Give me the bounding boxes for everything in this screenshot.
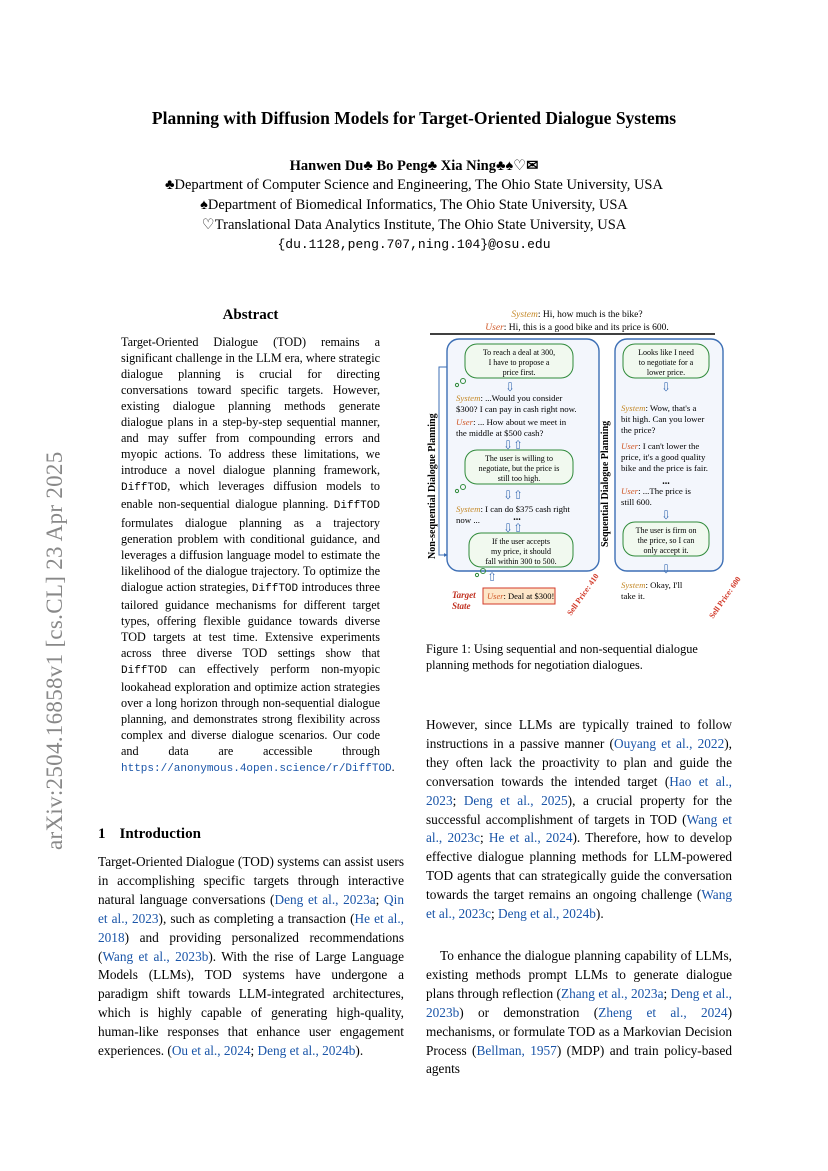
- method-name: DiffTOD: [251, 582, 299, 595]
- dialogue-user-turn: User: ...The price is still 600.: [621, 486, 691, 507]
- paper-title: Planning with Diffusion Models for Target-Oriented Dialogue Systems: [151, 108, 677, 128]
- abstract-heading: Abstract: [222, 307, 279, 323]
- citation-link[interactable]: Deng et al., 2023a: [274, 891, 376, 907]
- nonseq-axis-label: Non-sequential Dialogue Planning: [427, 413, 438, 559]
- citation-link[interactable]: He et al., 2024: [488, 830, 573, 846]
- down-arrow-icon: ⇩⇧: [502, 521, 524, 535]
- down-arrow-icon: ⇩⇧: [502, 488, 524, 502]
- down-arrow-icon: ⇩: [660, 380, 672, 394]
- dialogue-user-turn: User: ... How about we meet in the middle at $500 cash?: [456, 417, 567, 438]
- citation-link[interactable]: Ou et al., 2024: [171, 1043, 251, 1059]
- arxiv-sidebar: [22, 370, 67, 850]
- citation-link[interactable]: Bellman, 1957: [476, 1042, 557, 1058]
- figure-caption: Figure 1: Using sequential and non-sequential dialogue planning methods for negotiation dialogues.: [426, 642, 698, 672]
- figure-1: [425, 307, 743, 627]
- arxiv-id: arXiv:2504.16858v1 [cs.CL] 23 Apr 2025: [42, 451, 67, 850]
- thought-dot: [475, 573, 478, 576]
- header-user-line: User: Hi, this is a good bike and its price is 600.: [485, 323, 669, 333]
- intro-paragraph-1: Target-Oriented Dialogue (TOD) systems can assist users in accomplishing specific targets through interactive natural language conversations (Deng et al., 2023a; Qin et al., 2023), such as completing a transaction (He et al., 2018) and providing personalized recommendations (Wang et al., 2023b). With the rise of Large Language Models (LLMs), TOD systems have undergone a paradigm shift towards LLM-integrated architectures, which is highly capable of generating high-quality, human-like responses that enhance user engagement experiences. (Ou et al., 2024; Deng et al., 2024b).: [98, 854, 404, 1059]
- method-name: DiffTOD: [121, 482, 168, 495]
- sell-price-badge-right: Sell Price: 600: [707, 574, 743, 621]
- citation-link[interactable]: Wang et al., 2023c: [426, 887, 732, 922]
- affiliation-bmi: ♠Department of Biomedical Informatics, The Ohio State University, USA: [200, 197, 628, 213]
- dialogue-system-turn: System: ...Would you consider $300? I can pay in cash right now.: [456, 393, 577, 414]
- author-emails: {du.1128,peng.707,ning.104}@osu.edu: [277, 237, 551, 252]
- ellipsis: ...: [662, 476, 670, 487]
- sell-price-badge-left: Sell Price: 410: [565, 571, 601, 618]
- thought-text: The user is willing to negotiate, but the price is still too high.: [478, 454, 560, 483]
- citation-link[interactable]: Hao et al., 2023: [426, 773, 732, 808]
- up-arrow-icon: ⇧: [486, 570, 498, 584]
- citation-link[interactable]: Deng et al., 2025: [463, 792, 568, 808]
- dialogue-system-turn: System: Wow, that's a bit high. Can you lower the price?: [621, 403, 705, 435]
- method-name: DiffTOD: [121, 664, 168, 677]
- thought-text: To reach a deal at 300, I have to propose a price first.: [482, 348, 556, 377]
- header-system-line: System: Hi, how much is the bike?: [511, 310, 643, 320]
- ellipsis: ...: [513, 512, 521, 523]
- author-list: Hanwen Du♣ Bo Peng♣ Xia Ning♣♠♡✉: [289, 158, 539, 174]
- down-arrow-icon: ⇩⇧: [502, 438, 524, 452]
- intro-paragraph-2: However, since LLMs are typically trained to follow instructions in a passive manner (Ouyang et al., 2022), they often lack the proactivity to plan and guide the conversation towards the intended target (Hao et al., 2023; Deng et al., 2025), a crucial property for the successful accomplishment of targets in TOD (Wang et al., 2023c; He et al., 2024). Therefore, how to develop effective dialogue planning methods for LLM-powered TOD agents that can strategically guide the conversation towards the target remains an ongoing challenge (Wang et al., 2023c; Deng et al., 2024b).: [426, 717, 733, 922]
- code-link[interactable]: https://anonymous.4open.science/r/DiffTOD: [121, 763, 392, 776]
- thought-text: If the user accepts my price, it should fall within 300 to 500.: [485, 537, 557, 566]
- affiliation-cse: ♣Department of Computer Science and Engineering, The Ohio State University, USA: [165, 177, 663, 193]
- target-state-text: User: Deal at $300!: [487, 591, 555, 601]
- target-state-label: Target State: [452, 590, 476, 611]
- down-arrow-icon: ⇩: [504, 380, 516, 394]
- intro-paragraph-3: To enhance the dialogue planning capability of LLMs, existing methods prompt LLMs to generate dialogue plans through reflection (Zhang et al., 2023a; Deng et al., 2023b) or demonstration (Zheng et al., 2024) mechanisms, or formulate TOD as a Markovian Decision Process (Bellman, 1957) (MDP) and train policy-based agents: [426, 948, 733, 1077]
- thought-text: Looks like I need to negotiate for a lower price.: [638, 348, 694, 377]
- dialogue-system-turn: System: I can do $375 cash right now ...: [456, 504, 570, 525]
- down-arrow-icon: ⇩: [660, 562, 672, 576]
- citation-link[interactable]: He et al., 2018: [98, 910, 404, 945]
- citation-link[interactable]: Zhang et al., 2023a: [560, 985, 664, 1001]
- thought-text: The user is firm on the price, so I can only accept it.: [635, 526, 697, 555]
- citation-link[interactable]: Wang et al., 2023c: [426, 811, 733, 846]
- citation-link[interactable]: Zheng et al., 2024: [598, 1004, 728, 1020]
- affiliation-tdai: ♡Translational Data Analytics Institute, The Ohio State University, USA: [201, 217, 627, 233]
- citation-link[interactable]: Deng et al., 2023b: [426, 985, 732, 1020]
- citation-link[interactable]: Deng et al., 2024b: [498, 906, 596, 922]
- method-name: DiffTOD: [333, 500, 380, 513]
- abstract-text: Target-Oriented Dialogue (TOD) remains a significant challenge in the LLM era, where strategic dialogue planning is crucial for directing conversations toward specific targets. However, existing dialogue planning methods generate dialogue plans in a step-by-step sequential manner, and may suffer from compounding errors and myopic actions. To address these limitations, we introduce a novel dialogue planning framework, DiffTOD, which leverages diffusion models to enable non-sequential dialogue planning. DiffTOD formulates dialogue planning as a trajectory generation problem with conditional guidance, and leverages a diffusion language model to estimate the likelihood of the dialogue trajectory. To optimize the dialogue action strategies, DiffTOD introduces three tailored guidance mechanisms for different target types, offering flexible guidance towards diverse TOD targets at test time. Extensive experiments across three diverse TOD settings show that DiffTOD can effectively perform non-myopic lookahead exploration and optimize action strategies over a long horizon through non-sequential dialogue planning, and demonstrates strong flexibility across complex and diverse dialogue scenarios. Our code and data are accessible through https://anonymous.4open.science/r/DiffTOD.: [121, 335, 395, 776]
- citation-link[interactable]: Qin et al., 2023: [98, 891, 404, 926]
- section-heading-introduction: 1 Introduction: [98, 826, 201, 842]
- dialogue-system-turn: System: Okay, I'll take it.: [621, 580, 683, 601]
- nonseq-loop-arrow: [439, 367, 447, 555]
- citation-link[interactable]: Deng et al., 2024b: [257, 1043, 356, 1059]
- seq-axis-label: Sequential Dialogue Planning: [600, 420, 611, 547]
- dialogue-user-turn: User: I can't lower the price, it's a good quality bike and the price is fair.: [621, 441, 708, 473]
- citation-link[interactable]: Ouyang et al., 2022: [613, 735, 725, 751]
- citation-link[interactable]: Wang et al., 2023b: [102, 948, 209, 964]
- down-arrow-icon: ⇩: [660, 508, 672, 522]
